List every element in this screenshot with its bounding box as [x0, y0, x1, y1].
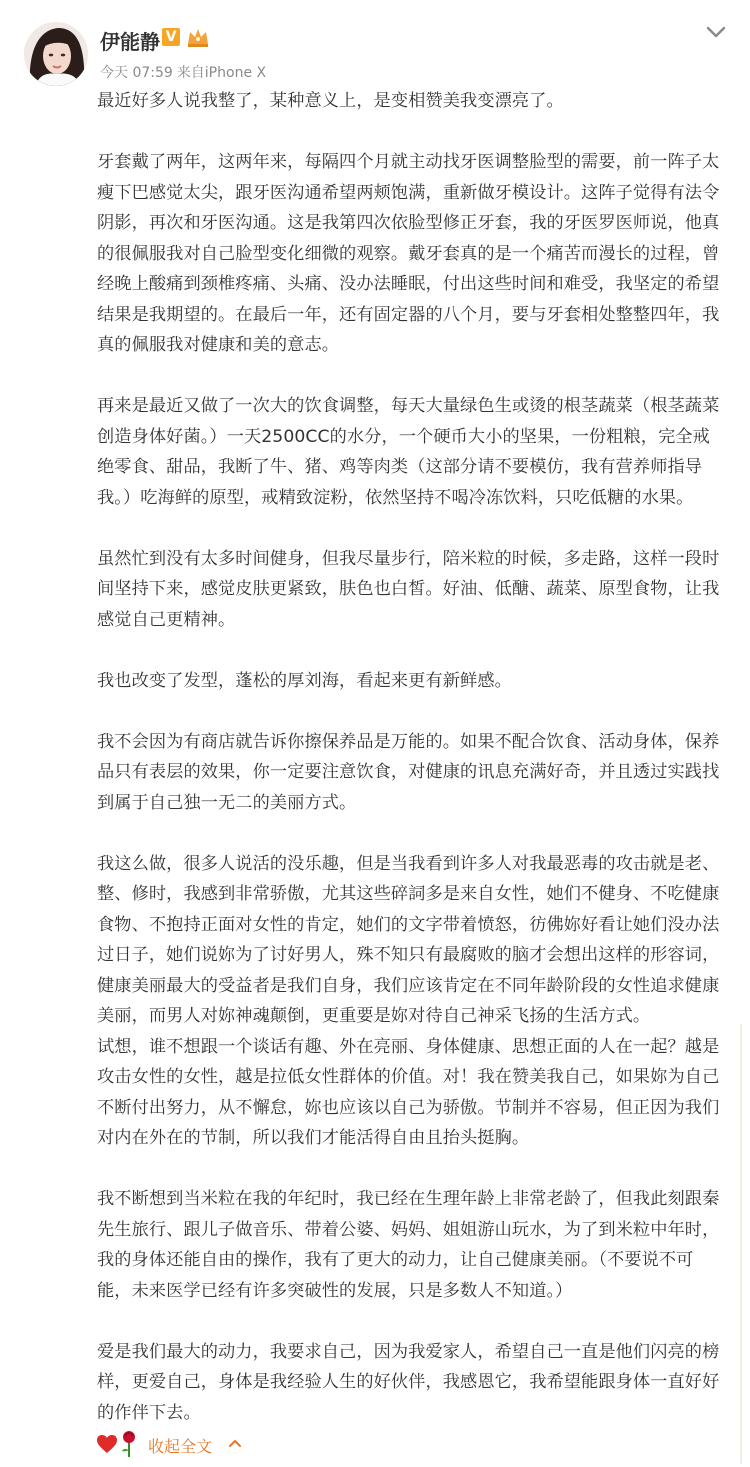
post-time: 今天 07:59 [100, 65, 173, 81]
paragraph: 最近好多人说我整了，某种意义上，是变相赞美我变漂亮了。 [97, 91, 564, 111]
paragraph: 我不会因为有商店就告诉你擦保养品是万能的。如果不配合饮食、活动身体，保养品只有表层的效果，你一定要注意饮食，对健康的讯息充满好奇，并且透过实践找到属于自己独一无二的美丽方式。 [97, 731, 720, 813]
rose-icon [120, 1430, 138, 1458]
avatar[interactable] [24, 22, 88, 86]
divider [740, 1024, 742, 1464]
avatar-photo [24, 22, 88, 86]
chevron-down-icon[interactable] [704, 24, 728, 40]
paragraph: 爱是我们最大的动力，我要求自己，因为我爱家人，希望自己一直是他们闪亮的榜样，更爱自己，身体是我经验人生的好伙伴，我感恩它，我希望能跟身体一直好好的作伴下去。 [97, 1341, 720, 1423]
paragraph: 牙套戴了两年，这两年来，每隔四个月就主动找牙医调整脸型的需要，前一阵子太瘦下巴感觉太尖，跟牙医沟通希望两颊饱满，重新做牙模设计。这阵子觉得有法令阴影，再次和牙医沟通。这是我第四次依脸型修正牙套，我的牙医罗医师说，他真的很佩服我对自己脸型变化细微的观察。戴牙套真的是一个痛苦而漫长的过程，曾经晚上酸痛到颈椎疼痛、头痛、没办法睡眠，付出这些时间和难受，我坚定的希望结果是我期望的。在最后一年，还有固定器的八个月，要与牙套相处整整四年，我真的佩服我对健康和美的意志。 [97, 152, 720, 355]
post-source[interactable]: 来自iPhone X [176, 65, 267, 81]
paragraph: 试想，谁不想跟一个谈话有趣、外在亮丽、身体健康、思想正面的人在一起？越是攻击女性的女性，越是拉低女性群体的价值。对！我在赞美我自己，如果妳为自己不断付出努力，从不懈怠，妳也应该以自己为骄傲。节制并不容易，但正因为我们对内在外在的节制，所以我们才能活得自由且抬头挺胸。 [97, 1036, 720, 1148]
heart-icon [96, 1434, 118, 1454]
paragraph: 我不断想到当米粒在我的年纪时，我已经在生理年龄上非常老龄了，但我此刻跟秦先生旅行、跟儿子做音乐、带着公婆、妈妈、姐姐游山玩水，为了到米粒中年时，我的身体还能自由的操作，我有了更大的动力，让自己健康美丽。（不要说不可能，未来医学已经有许多突破性的发展，只是多数人不知道。） [97, 1189, 720, 1301]
author-name[interactable]: 伊能静 [100, 30, 160, 54]
paragraph: 我这么做，很多人说活的没乐趣，但是当我看到许多人对我最恶毒的攻击就是老、整、修时，我感到非常骄傲，尤其这些碎詞多是来自女性，她们不健身、不吃健康食物、不抱持正面对女性的肯定，她们的文字带着愤怒，彷佛妳好看让她们没办法过日子，她们说妳为了讨好男人，殊不知只有最腐败的脑才会想出这样的形容词，健康美丽最大的受益者是我们自身，我们应该肯定在不同年龄阶段的女性追求健康美丽，而男人对妳神魂颠倒，更重要是妳对待自己神采飞扬的生活方式。 [97, 853, 720, 1026]
post-header [0, 0, 750, 90]
post-body [97, 86, 725, 1428]
collapse-button[interactable]: 收起全文 [148, 1437, 213, 1456]
paragraph: 再来是最近又做了一次大的饮食调整，每天大量绿色生或烫的根茎蔬菜（根茎蔬菜创造身体好菌。）一天2500CC的水分，一个硬币大小的坚果，一份粗粮，完全戒绝零食、甜品，我断了牛、猪、鸡等肉类（这部分请不要模仿，我有营养师指导我。）吃海鲜的原型，戒精致淀粉，依然坚持不喝冷冻饮料，只吃低糖的水果。 [97, 396, 720, 508]
post-meta [100, 62, 270, 82]
crown-icon[interactable] [186, 26, 210, 48]
paragraph: 我也改变了发型，蓬松的厚刘海，看起来更有新鲜感。 [97, 670, 512, 691]
paragraph: 虽然忙到没有太多时间健身，但我尽量步行，陪米粒的时候，多走路，这样一段时间坚持下来，感觉皮肤更紧致，肤色也白皙。好油、低醣、蔬菜、原型食物，让我感觉自己更精神。 [97, 548, 720, 630]
verified-badge: V [162, 28, 180, 46]
chevron-up-icon[interactable] [228, 1438, 242, 1448]
